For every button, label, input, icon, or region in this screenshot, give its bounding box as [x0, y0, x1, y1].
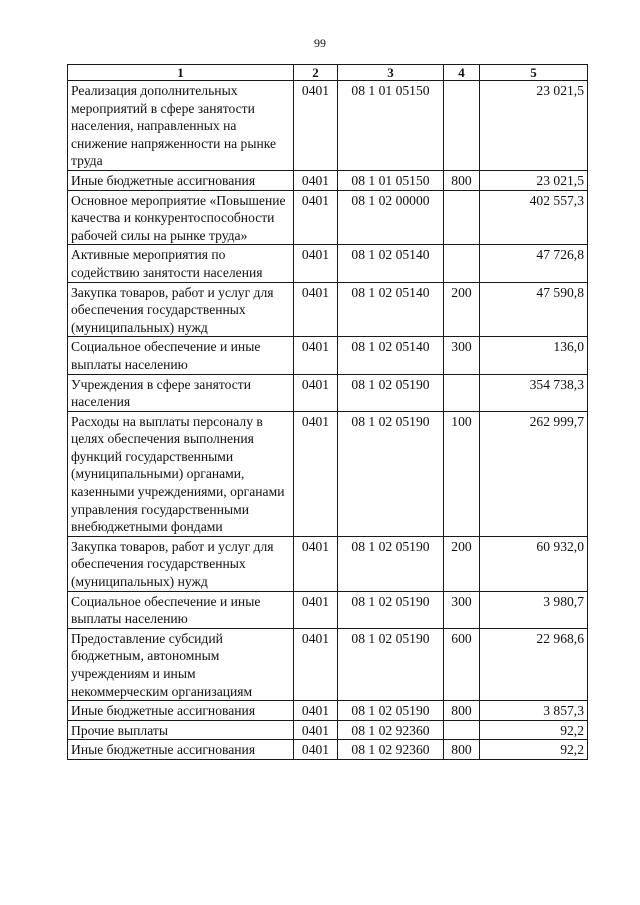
- cell-sum: 3 857,3: [480, 701, 588, 721]
- cell-name: Закупка товаров, работ и услуг для обеспечения государственных (муниципальных) нужд: [68, 536, 294, 591]
- budget-table: [67, 64, 588, 760]
- table-row: [68, 81, 588, 171]
- cell-sum: 262 999,7: [480, 411, 588, 536]
- table-row: [68, 282, 588, 337]
- cell-name: Иные бюджетные ассигнования: [68, 170, 294, 190]
- table-row: [68, 720, 588, 740]
- table-body: [68, 81, 588, 760]
- cell-code: 08 1 02 05140: [338, 245, 444, 282]
- cell-sum: 136,0: [480, 337, 588, 374]
- cell-code: 08 1 02 05190: [338, 411, 444, 536]
- table-row: [68, 740, 588, 760]
- cell-section: 0401: [294, 170, 338, 190]
- cell-sum: 354 738,3: [480, 374, 588, 411]
- cell-section: 0401: [294, 190, 338, 245]
- cell-type: 300: [444, 591, 480, 628]
- cell-sum: 3 980,7: [480, 591, 588, 628]
- cell-name: Реализация дополнительных мероприятий в сфере занятости населения, направленных на снижение напряженности на рынке труда: [68, 81, 294, 171]
- cell-section: 0401: [294, 282, 338, 337]
- cell-name: Иные бюджетные ассигнования: [68, 701, 294, 721]
- cell-name: Предоставление субсидий бюджетным, автономным учреждениям и иным некоммерческим организациям: [68, 628, 294, 700]
- cell-name: Основное мероприятие «Повышение качества и конкурентоспособности рабочей силы на рынке труда»: [68, 190, 294, 245]
- table-row: [68, 190, 588, 245]
- cell-code: 08 1 02 05190: [338, 628, 444, 700]
- cell-type: 800: [444, 701, 480, 721]
- cell-code: 08 1 02 05190: [338, 374, 444, 411]
- cell-code: 08 1 02 05190: [338, 536, 444, 591]
- cell-type: [444, 245, 480, 282]
- cell-type: [444, 374, 480, 411]
- table-row: [68, 170, 588, 190]
- cell-type: [444, 190, 480, 245]
- cell-code: 08 1 02 05190: [338, 701, 444, 721]
- cell-code: 08 1 01 05150: [338, 81, 444, 171]
- column-header-section: 2: [294, 65, 338, 81]
- cell-name: Активные мероприятия по содействию занятости населения: [68, 245, 294, 282]
- cell-sum: 92,2: [480, 720, 588, 740]
- cell-section: 0401: [294, 337, 338, 374]
- cell-name: Закупка товаров, работ и услуг для обеспечения государственных (муниципальных) нужд: [68, 282, 294, 337]
- cell-name: Учреждения в сфере занятости населения: [68, 374, 294, 411]
- cell-type: 800: [444, 170, 480, 190]
- cell-type: 200: [444, 536, 480, 591]
- cell-type: 100: [444, 411, 480, 536]
- cell-code: 08 1 02 92360: [338, 720, 444, 740]
- table-row: [68, 701, 588, 721]
- cell-name: Прочие выплаты: [68, 720, 294, 740]
- cell-section: 0401: [294, 81, 338, 171]
- column-header-name: 1: [68, 65, 294, 81]
- column-header-type: 4: [444, 65, 480, 81]
- cell-code: 08 1 02 92360: [338, 740, 444, 760]
- cell-section: 0401: [294, 740, 338, 760]
- cell-code: 08 1 02 05140: [338, 337, 444, 374]
- cell-section: 0401: [294, 411, 338, 536]
- table-header-row: [68, 65, 588, 81]
- table-row: [68, 591, 588, 628]
- cell-sum: 92,2: [480, 740, 588, 760]
- cell-name: Иные бюджетные ассигнования: [68, 740, 294, 760]
- table-row: [68, 374, 588, 411]
- cell-type: 300: [444, 337, 480, 374]
- cell-type: 200: [444, 282, 480, 337]
- cell-type: 800: [444, 740, 480, 760]
- cell-sum: 23 021,5: [480, 170, 588, 190]
- cell-code: 08 1 01 05150: [338, 170, 444, 190]
- cell-code: 08 1 02 05190: [338, 591, 444, 628]
- table-row: [68, 628, 588, 700]
- cell-section: 0401: [294, 628, 338, 700]
- cell-type: 600: [444, 628, 480, 700]
- page-number: 99: [314, 36, 326, 50]
- cell-sum: 60 932,0: [480, 536, 588, 591]
- column-header-sum: 5: [480, 65, 588, 81]
- cell-name: Расходы на выплаты персоналу в целях обеспечения выполнения функций государственными (муниципальными) органами, казенными учреждениями, органами управления государственными внебюджетными фондами: [68, 411, 294, 536]
- cell-name: Социальное обеспечение и иные выплаты населению: [68, 591, 294, 628]
- cell-type: [444, 81, 480, 171]
- table-row: [68, 411, 588, 536]
- cell-section: 0401: [294, 245, 338, 282]
- cell-code: 08 1 02 05140: [338, 282, 444, 337]
- column-header-code: 3: [338, 65, 444, 81]
- cell-sum: 402 557,3: [480, 190, 588, 245]
- cell-section: 0401: [294, 720, 338, 740]
- cell-code: 08 1 02 00000: [338, 190, 444, 245]
- cell-sum: 47 590,8: [480, 282, 588, 337]
- table-row: [68, 337, 588, 374]
- cell-section: 0401: [294, 374, 338, 411]
- cell-name: Социальное обеспечение и иные выплаты населению: [68, 337, 294, 374]
- cell-section: 0401: [294, 536, 338, 591]
- cell-sum: 23 021,5: [480, 81, 588, 171]
- cell-sum: 47 726,8: [480, 245, 588, 282]
- cell-section: 0401: [294, 701, 338, 721]
- cell-sum: 22 968,6: [480, 628, 588, 700]
- table-row: [68, 245, 588, 282]
- table-row: [68, 536, 588, 591]
- cell-type: [444, 720, 480, 740]
- cell-section: 0401: [294, 591, 338, 628]
